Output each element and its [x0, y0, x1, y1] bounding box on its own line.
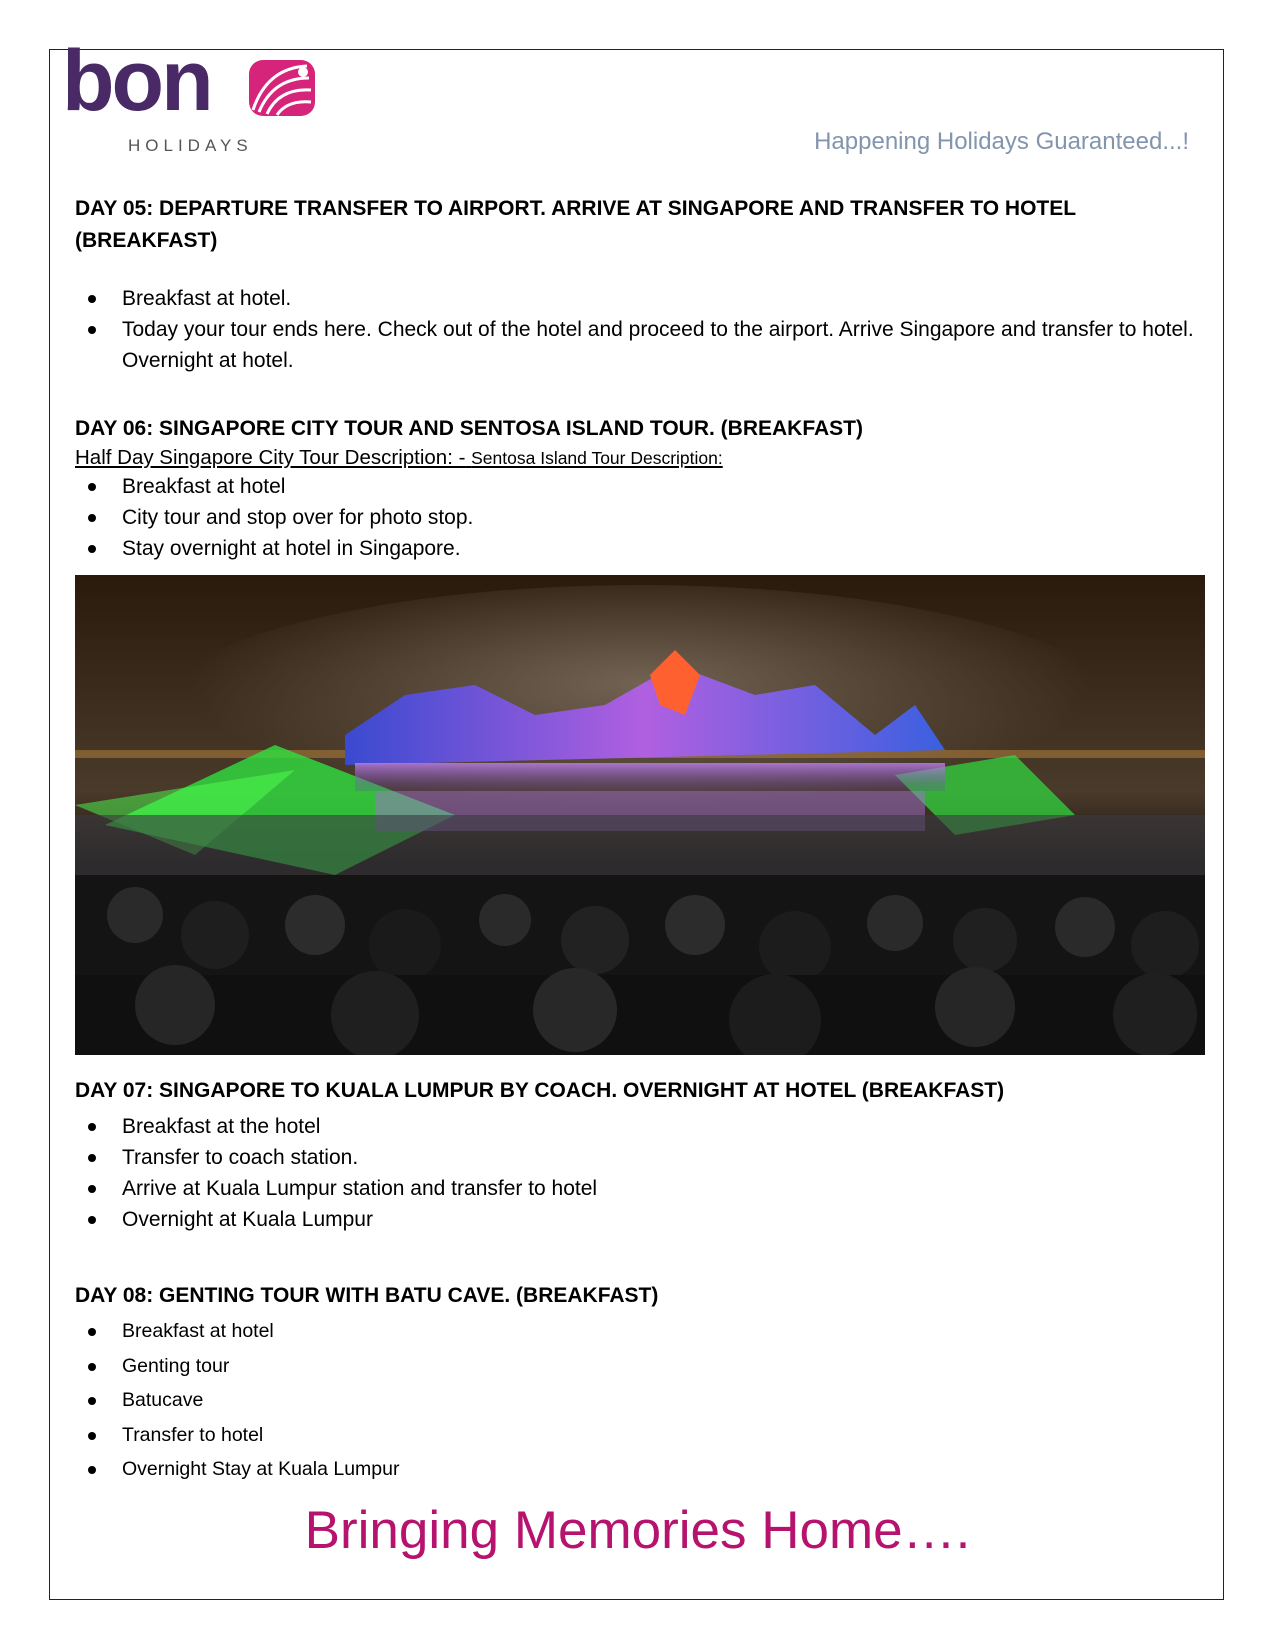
day-06-heading: DAY 06: SINGAPORE CITY TOUR AND SENTOSA ISLAND TOUR. (BREAKFAST)	[75, 417, 863, 440]
day-07-section	[75, 1075, 1210, 1235]
list-item: Transfer to hotel	[75, 1418, 1210, 1453]
list-item: Batucave	[75, 1383, 1210, 1418]
sentosa-light-show-photo	[75, 575, 1205, 1055]
day-07-heading: DAY 07: SINGAPORE TO KUALA LUMPUR BY COACH. OVERNIGHT AT HOTEL (BREAKFAST)	[75, 1079, 1005, 1102]
footer-slogan: Bringing Memories Home….	[304, 1501, 971, 1560]
logo-subtitle: HOLIDAYS	[128, 136, 253, 155]
list-item: Arrive at Kuala Lumpur station and transfer to hotel	[75, 1173, 1210, 1204]
list-item: Overnight Stay at Kuala Lumpur	[75, 1452, 1210, 1487]
day-06-subtitle	[75, 445, 1210, 471]
day-05-heading: DAY 05: DEPARTURE TRANSFER TO AIRPORT. ARRIVE AT SINGAPORE AND TRANSFER TO HOTEL (BREAKFAST)	[75, 197, 1076, 252]
day-07-list	[75, 1111, 1210, 1235]
day-06-list	[75, 471, 1210, 564]
city-tour-label: Half Day Singapore City Tour Description: -	[75, 446, 466, 469]
day-06-section	[75, 413, 1210, 564]
logo-wordmark: bon	[62, 33, 211, 129]
day-08-list	[75, 1314, 1210, 1487]
tagline: Happening Holidays Guaranteed...!	[814, 128, 1189, 155]
logo-fan-icon	[247, 58, 317, 118]
list-item: Transfer to coach station.	[75, 1142, 1210, 1173]
day-05-section	[75, 193, 1210, 376]
list-item: Breakfast at hotel	[75, 471, 1210, 502]
list-item: Breakfast at hotel.	[75, 283, 1210, 314]
list-item: Today your tour ends here. Check out of the hotel and proceed to the airport. Arrive Singapore and transfer to hotel. Overnight at hotel.	[75, 314, 1210, 376]
sentosa-tour-label: Sentosa Island Tour Description:	[471, 448, 723, 468]
list-item: City tour and stop over for photo stop.	[75, 502, 1210, 533]
day-08-section	[75, 1280, 1210, 1487]
list-item: Genting tour	[75, 1349, 1210, 1384]
list-item: Breakfast at hotel	[75, 1314, 1210, 1349]
list-item: Stay overnight at hotel in Singapore.	[75, 533, 1210, 564]
list-item: Breakfast at the hotel	[75, 1111, 1210, 1142]
bon-holidays-logo	[62, 33, 322, 156]
day-08-heading: DAY 08: GENTING TOUR WITH BATU CAVE. (BREAKFAST)	[75, 1284, 659, 1307]
list-item: Overnight at Kuala Lumpur	[75, 1204, 1210, 1235]
day-05-list	[75, 283, 1210, 376]
